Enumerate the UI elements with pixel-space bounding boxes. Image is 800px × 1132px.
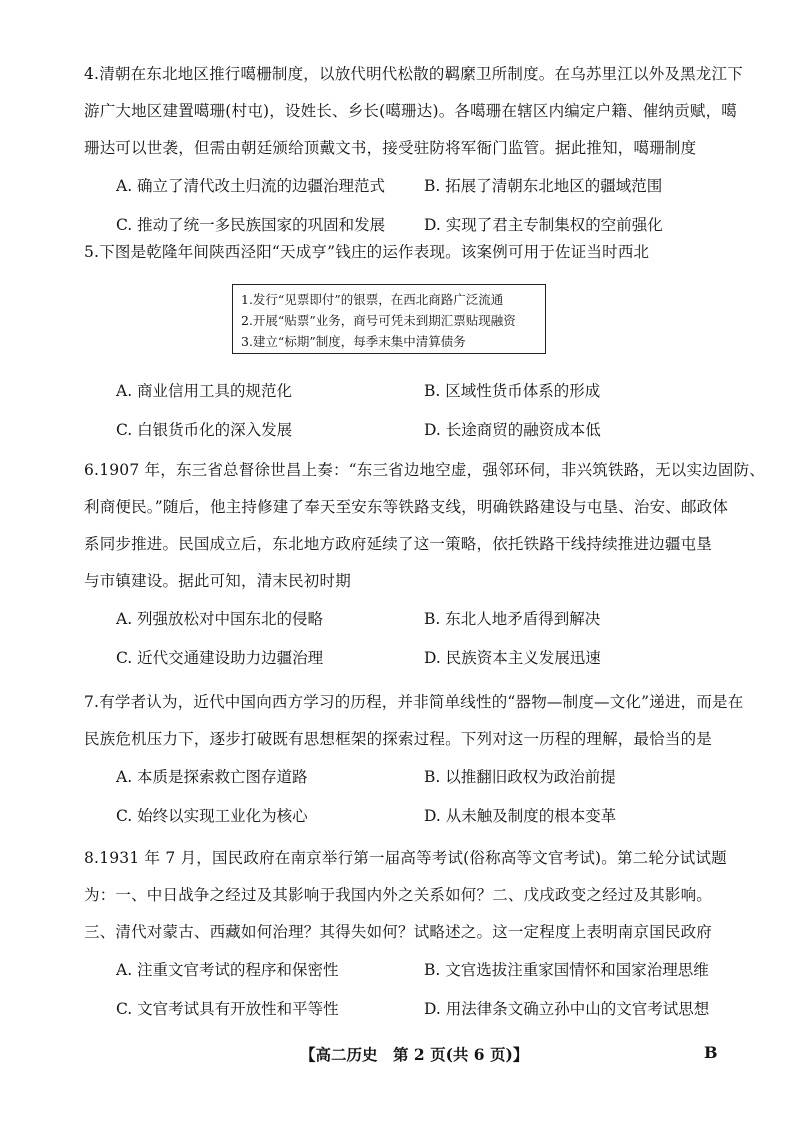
question-stem-line: 8.1931 年 7 月，国民政府在南京举行第一届高等考试(俗称高等文官考试)。第二轮分试试题 — [84, 849, 727, 867]
case-table-box — [232, 284, 546, 354]
question-stem-line: 游广大地区建置噶珊(村屯)，设姓长、乡长(噶珊达)。各噶珊在辖区内编定户籍、催纳贡赋，噶 — [84, 102, 737, 120]
question-7 — [84, 684, 744, 836]
question-stem-line: 系同步推进。民国成立后，东北地方政府延续了这一策略，依托铁路干线持续推进边疆屯垦 — [84, 535, 713, 553]
option-c: C. 始终以实现工业化为核心 — [116, 807, 308, 825]
option-d: D. 实现了君主专制集权的空前强化 — [424, 216, 663, 234]
question-5-options — [84, 372, 724, 450]
option-d: D. 长途商贸的融资成本低 — [424, 421, 601, 439]
option-d: D. 从未触及制度的根本变革 — [424, 807, 617, 825]
option-c: C. 近代交通建设助力边疆治理 — [116, 649, 324, 667]
question-stem-line: 利商便民。”随后，他主持修建了奉天至安东等铁路支线，明确铁路建设与屯垦、治安、邮政体 — [84, 498, 729, 516]
option-b: B. 东北人地矛盾得到解决 — [424, 610, 601, 628]
question-stem-line: 珊达可以世袭，但需由朝廷颁给顶戴文书，接受驻防将军衙门监管。据此推知，噶珊制度 — [84, 139, 697, 157]
question-stem-line: 民族危机压力下，逐步打破既有思想框架的探索过程。下列对这一历程的理解，最恰当的是 — [84, 730, 713, 748]
question-4 — [84, 56, 743, 245]
options — [116, 758, 724, 836]
option-a: A. 确立了清代改土归流的边疆治理范式 — [116, 177, 386, 195]
option-b: B. 拓展了清朝东北地区的疆域范围 — [424, 177, 663, 195]
options — [116, 600, 724, 678]
question-stem-line: 三、清代对蒙古、西藏如何治理？其得失如何？试略述之。这一定程度上表明南京国民政府 — [84, 923, 713, 941]
question-6 — [84, 452, 765, 678]
option-d: D. 民族资本主义发展迅速 — [424, 649, 601, 667]
option-c: C. 白银货币化的深入发展 — [116, 421, 293, 439]
question-stem-line: 6.1907 年，东三省总督徐世昌上奏：“东三省边地空虚，强邻环伺，非兴筑铁路，无以实边固防、 — [84, 461, 765, 479]
question-stem-line: 7.有学者认为，近代中国向西方学习的历程，并非简单线性的“器物—制度—文化”递进，而是在 — [84, 693, 744, 711]
option-b: B. 区域性货币体系的形成 — [424, 382, 601, 400]
question-stem-line: 5.下图是乾隆年间陕西泾阳“天成亨”钱庄的运作表现。该案例可用于佐证当时西北 — [84, 243, 650, 261]
case-item: 2.开展“贴票”业务，商号可凭未到期汇票贴现融资 — [241, 313, 516, 328]
question-stem-line: 为：一、中日战争之经过及其影响于我国内外之关系如何？二、戊戌政变之经过及其影响。 — [84, 886, 713, 904]
option-a: A. 注重文官考试的程序和保密性 — [116, 961, 339, 979]
option-a: A. 列强放松对中国东北的侵略 — [116, 610, 324, 628]
case-item: 1.发行“见票即付”的银票，在西北商路广泛流通 — [241, 292, 504, 307]
options — [116, 951, 724, 1029]
option-a: A. 本质是探索救亡图存道路 — [116, 768, 308, 786]
option-b: B. 文官选拔注重家国情怀和国家治理思维 — [424, 961, 709, 979]
paper-variant-label: B — [704, 1043, 718, 1062]
option-a: A. 商业信用工具的规范化 — [116, 382, 293, 400]
question-5 — [84, 234, 724, 271]
option-b: B. 以推翻旧政权为政治前提 — [424, 768, 616, 786]
option-d: D. 用法律条文确立孙中山的文官考试思想 — [424, 1000, 710, 1018]
question-stem-line: 与市镇建设。据此可知，清末民初时期 — [84, 572, 351, 590]
question-stem-line: 4.清朝在东北地区推行噶栅制度，以放代明代松散的羁縻卫所制度。在乌苏里江以外及黑龙江下 — [84, 65, 743, 83]
option-c: C. 推动了统一多民族国家的巩固和发展 — [116, 216, 386, 234]
option-c: C. 文官考试具有开放性和平等性 — [116, 1000, 339, 1018]
page-footer: 【高二历史 第 2 页(共 6 页)】 — [300, 1045, 529, 1064]
case-item: 3.建立“标期”制度，每季末集中清算债务 — [241, 334, 466, 349]
question-8 — [84, 840, 727, 1029]
